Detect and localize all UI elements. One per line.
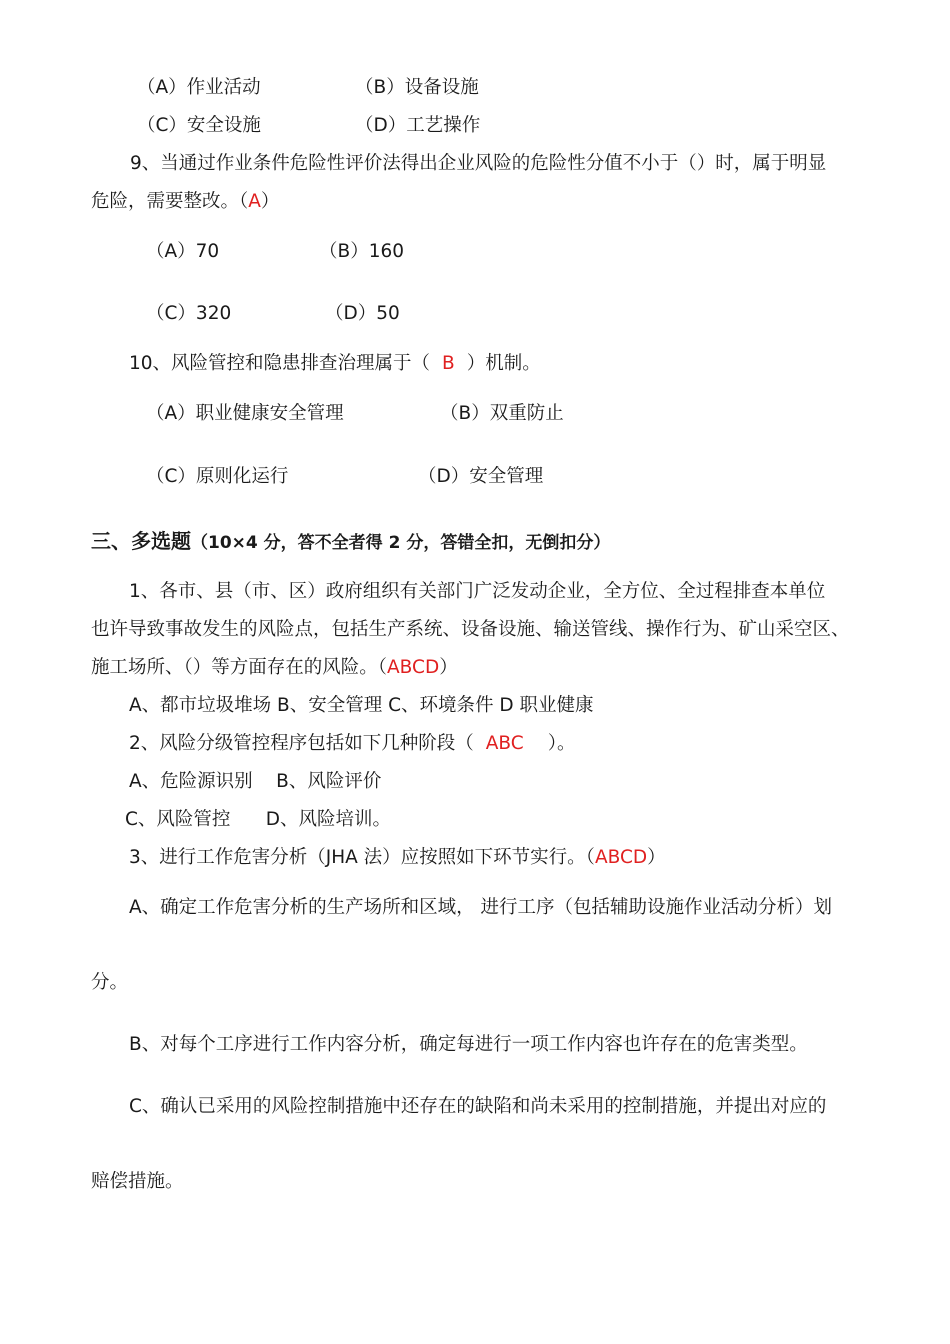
q10-option-d: （D）安全管理 xyxy=(418,466,544,487)
q9-text-post: ） xyxy=(260,191,280,212)
m3-item-a-line1: A、确定工作危害分析的生产场所和区域， 进行工序（包括辅助设施作业活动分析）划 xyxy=(129,897,833,918)
m1-question-line3 xyxy=(91,656,458,680)
q10-text-pre: 10、风险管控和隐患排查治理属于（ xyxy=(129,353,431,374)
m2-options-cd: C、风险管控 D、风险培训。 xyxy=(125,809,391,830)
q9-question-line1: 9、当通过作业条件危险性评价法得出企业风险的危险性分值不小于（）时，属于明显 xyxy=(130,153,827,174)
q8-option-a: （A）作业活动 xyxy=(137,77,261,98)
q9-question-line2 xyxy=(91,190,279,214)
m3-item-b: B、对每个工序进行工作内容分析，确定每进行一项工作内容也许存在的危害类型。 xyxy=(129,1034,808,1055)
q8-option-c: （C）安全设施 xyxy=(137,115,261,136)
q10-option-b: （B）双重防止 xyxy=(440,403,564,424)
m2-text-post: ）。 xyxy=(547,733,576,754)
q10-text-post: ）机制。 xyxy=(466,353,541,374)
m1-question-line2: 也许导致事故发生的风险点，包括生产系统、设备设施、输送管线、操作行为、矿山采空区、 xyxy=(91,619,850,640)
m2-answer: ABC xyxy=(485,733,524,754)
q9-option-b: （B）160 xyxy=(319,241,405,262)
m1-question-line1: 1、各市、县（市、区）政府组织有关部门广泛发动企业，全方位、全过程排查本单位 xyxy=(129,581,826,602)
q10-option-c: （C）原则化运行 xyxy=(146,466,289,487)
m3-item-a-line2: 分。 xyxy=(91,972,129,993)
m2-text-pre: 2、风险分级管控程序包括如下几种阶段（ xyxy=(129,733,474,754)
m2-question xyxy=(129,732,576,756)
q9-answer: A xyxy=(248,191,261,212)
q10-answer: B xyxy=(442,353,455,374)
section-heading xyxy=(91,528,610,556)
q9-option-a: （A）70 xyxy=(146,241,220,262)
m3-answer: ABCD xyxy=(594,847,648,868)
q10-option-a: （A）职业健康安全管理 xyxy=(146,403,344,424)
section-title: 三、多选题 xyxy=(91,529,191,553)
m3-question xyxy=(129,846,666,870)
m3-text-pre: 3、进行工作危害分析（JHA 法）应按照如下环节实行。（ xyxy=(129,847,595,868)
m3-item-c-line2: 赔偿措施。 xyxy=(91,1171,184,1192)
m3-text-post: ） xyxy=(647,847,666,868)
m1-text-pre: 施工场所、（）等方面存在的风险。（ xyxy=(91,657,388,678)
m1-text-post: ） xyxy=(439,657,458,678)
m1-options: A、都市垃圾堆场 B、安全管理 C、环境条件 D 职业健康 xyxy=(129,695,594,716)
q9-text-pre: 危险，需要整改。（ xyxy=(91,191,249,212)
q9-option-d: （D）50 xyxy=(325,303,400,324)
m2-options-ab: A、危险源识别 B、风险评价 xyxy=(129,771,382,792)
q10-question xyxy=(129,352,541,376)
q8-option-d: （D）工艺操作 xyxy=(355,115,481,136)
q9-option-c: （C）320 xyxy=(146,303,232,324)
m3-item-c-line1: C、确认已采用的风险控制措施中还存在的缺陷和尚未采用的控制措施，并提出对应的 xyxy=(129,1096,827,1117)
m1-answer: ABCD xyxy=(387,657,440,678)
section-subtitle: （10×4 分，答不全者得 2 分，答错全扣，无倒扣分） xyxy=(191,533,611,553)
q8-option-b: （B）设备设施 xyxy=(355,77,479,98)
